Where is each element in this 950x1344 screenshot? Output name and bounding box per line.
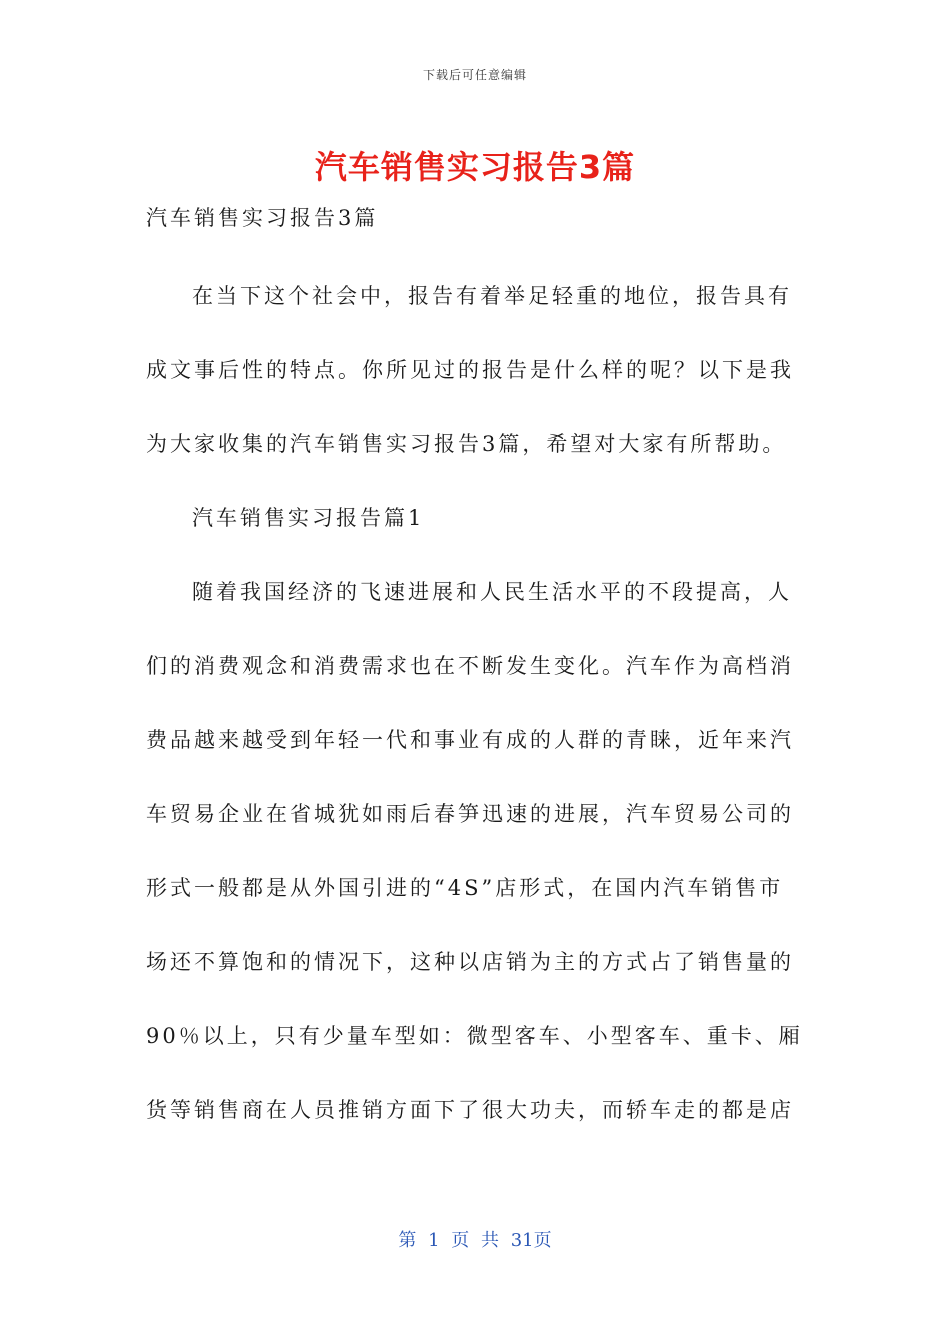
body-line: 90％以上，只有少量车型如：微型客车、小型客车、重卡、厢 xyxy=(146,1024,803,1048)
document-title: 汽车销售实习报告3篇 xyxy=(314,148,636,186)
body-line: 在当下这个社会中，报告有着举足轻重的地位，报告具有 xyxy=(192,284,792,308)
body-line: 货等销售商在人员推销方面下了很大功夫，而轿车走的都是店 xyxy=(146,1098,794,1122)
body-line-subtitle: 汽车销售实习报告3篇 xyxy=(146,206,379,230)
page-number-footer: 第 1 页 共 31页 xyxy=(398,1230,552,1251)
body-line: 们的消费观念和消费需求也在不断发生变化。汽车作为高档消 xyxy=(146,654,794,678)
body-line: 场还不算饱和的情况下，这种以店销为主的方式占了销售量的 xyxy=(146,950,794,974)
body-line: 为大家收集的汽车销售实习报告3篇，希望对大家有所帮助。 xyxy=(146,432,787,456)
body-line: 形式一般都是从外国引进的“4S”店形式，在国内汽车销售市 xyxy=(146,876,784,900)
section-heading: 汽车销售实习报告篇1 xyxy=(192,506,425,530)
body-line: 成文事后性的特点。你所见过的报告是什么样的呢？以下是我 xyxy=(146,358,794,382)
page-header-note: 下载后可任意编辑 xyxy=(422,68,527,82)
body-line: 费品越来越受到年轻一代和事业有成的人群的青睐，近年来汽 xyxy=(146,728,794,752)
body-line: 随着我国经济的飞速进展和人民生活水平的不段提高，人 xyxy=(192,580,792,604)
body-line: 车贸易企业在省城犹如雨后春笋迅速的进展，汽车贸易公司的 xyxy=(146,802,794,826)
